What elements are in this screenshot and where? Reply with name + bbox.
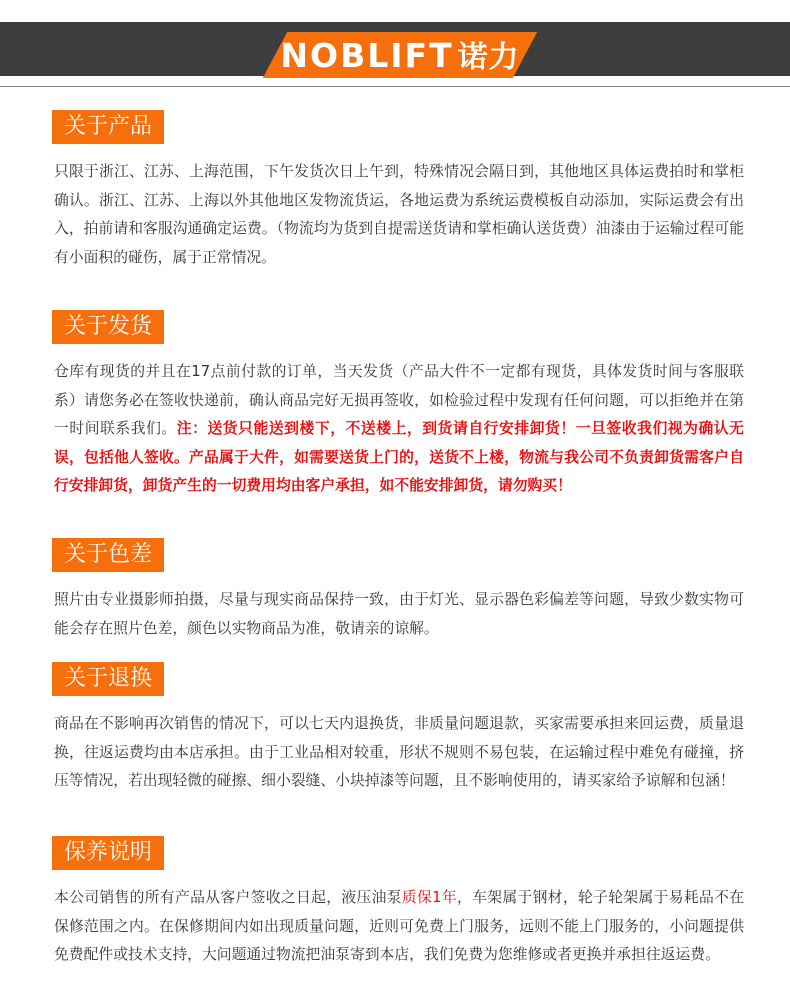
section-heading: 关于色差 xyxy=(52,538,164,572)
section-heading: 保养说明 xyxy=(52,836,164,870)
section-text xyxy=(54,358,744,501)
section-heading: 关于退换 xyxy=(52,662,164,696)
brand-logo xyxy=(260,34,540,78)
shipping-warning: 注：送货只能送到楼下，不送楼上，到货请自行安排卸货！一旦签收我们视为确认无误，包括他人签收。产品属于大件，如需要送货上门的，送货不上楼，物流与我公司不负责卸货需客户自行安排卸货，卸货产生的一切费用均由客户承担，如不能安排卸货，请勿购买！ xyxy=(54,420,744,494)
section-heading: 关于产品 xyxy=(52,110,164,144)
section-about-color xyxy=(54,538,744,643)
section-about-shipping xyxy=(54,310,744,501)
section-about-product xyxy=(54,110,744,272)
logo-chinese: 诺力 xyxy=(457,40,520,75)
maintenance-text-before: 本公司销售的所有产品从客户签收之日起，液压油泵 xyxy=(54,889,402,906)
maintenance-text-after: ，车架属于钢材，轮子轮架属于易耗品不在保修范围之内。在保修期间内如出现质量问题，近则可免费上门服务，远则不能上门服务的，小问题提供免费配件或技术支持，大问题通过物流把油泵寄到本店，我们免费为您维修或者更换并承担往返运费。 xyxy=(54,889,744,963)
logo-latin: NOBLIFT xyxy=(280,36,454,75)
section-maintenance xyxy=(54,836,744,970)
section-text: 只限于浙江、江苏、上海范围，下午发货次日上午到，特殊情况会隔日到，其他地区具体运费拍时和掌柜确认。浙江、江苏、上海以外其他地区发物流货运，各地运费为系统运费模板自动添加，实际运费会有出入，拍前请和客服沟通确定运费。（物流均为货到自提需送货请和掌柜确认送货费）油漆由于运输过程可能有小面积的碰伤，属于正常情况。 xyxy=(54,163,744,266)
shipping-text: 仓库有现货的并且在17点前付款的订单，当天发货（产品大件不一定都有现货，具体发货时间与客服联系）请您务必在签收快递前，确认商品完好无损再签收，如检验过程中发现有任何问题，可以拒绝并在第一时间联系我们。 xyxy=(54,363,744,437)
warranty-highlight: 质保1年 xyxy=(401,889,457,906)
section-text: 商品在不影响再次销售的情况下，可以七天内退换货，非质量问题退款，买家需要承担来回运费，质量退换，往返运费均由本店承担。由于工业品相对较重，形状不规则不易包装，在运输过程中难免有碰撞，挤压等情况，若出现轻微的碰擦、细小裂缝、小块掉漆等问题，且不影响使用的，请买家给予谅解和包涵！ xyxy=(54,715,744,789)
section-text xyxy=(54,884,744,970)
divider xyxy=(0,86,790,87)
section-heading: 关于发货 xyxy=(52,310,164,344)
section-text: 照片由专业摄影师拍摄，尽量与现实商品保持一致，由于灯光、显示器色彩偏差等问题，导致少数实物可能会存在照片色差，颜色以实物商品为准，敬请亲的谅解。 xyxy=(54,591,744,637)
section-about-returns xyxy=(54,662,744,796)
